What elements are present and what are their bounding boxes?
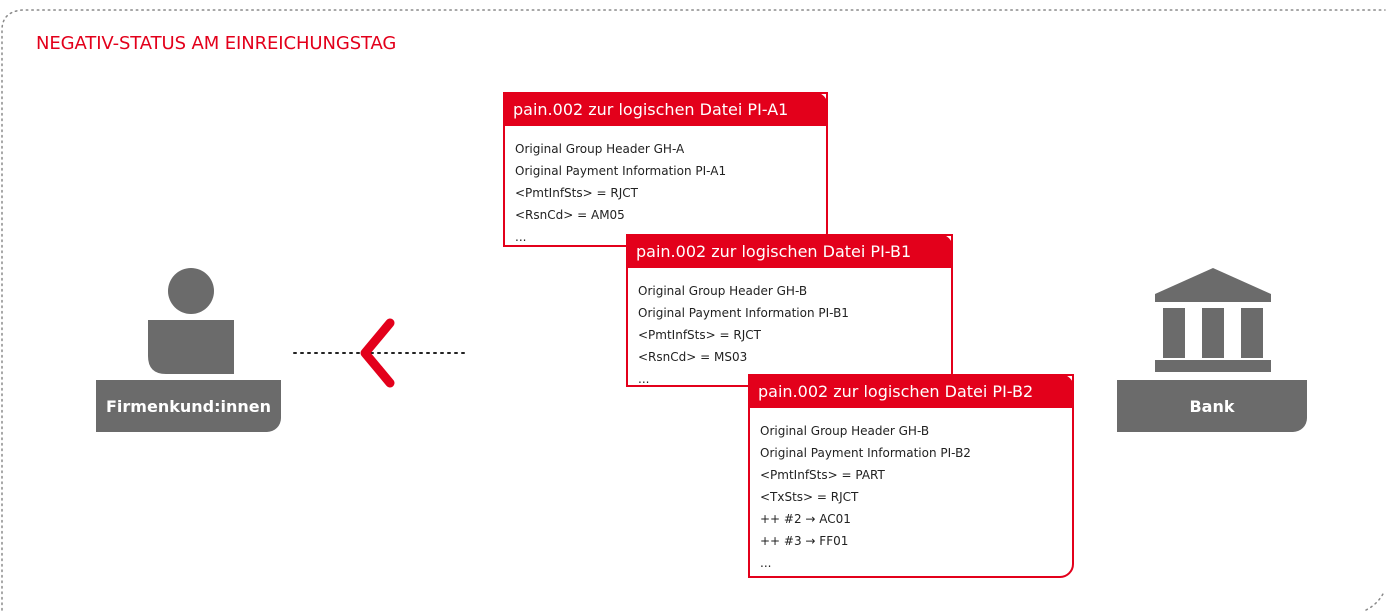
person-icon xyxy=(148,268,234,374)
customer-label: Firmenkund:innen xyxy=(96,380,281,432)
card-line: Original Payment Information PI-B1 xyxy=(638,306,849,320)
bank-label: Bank xyxy=(1117,380,1307,432)
card-lines xyxy=(760,420,971,574)
card-lines xyxy=(515,138,726,248)
card-line: Original Group Header GH-B xyxy=(760,424,930,438)
card-title: pain.002 zur logischen Datei PI-A1 xyxy=(503,92,828,126)
status-card-pi-a1 xyxy=(503,92,828,247)
card-line: <PmtInfSts> = RJCT xyxy=(515,186,638,200)
card-line: <TxSts> = RJCT xyxy=(760,490,859,504)
status-card-pi-b1 xyxy=(626,234,953,387)
direction-arrow xyxy=(290,318,470,388)
card-line: ... xyxy=(638,372,650,386)
status-card-pi-b2 xyxy=(748,374,1074,578)
bank-building-icon xyxy=(1155,268,1271,372)
card-line: ++ #2 → AC01 xyxy=(760,512,851,526)
card-line: ++ #3 → FF01 xyxy=(760,534,849,548)
diagram-title: NEGATIV-STATUS AM EINREICHUNGSTAG xyxy=(36,33,397,54)
card-line: <RsnCd> = AM05 xyxy=(515,208,625,222)
card-title: pain.002 zur logischen Datei PI-B1 xyxy=(626,234,953,268)
card-line: Original Group Header GH-B xyxy=(638,284,808,298)
card-line: <RsnCd> = MS03 xyxy=(638,350,748,364)
card-title: pain.002 zur logischen Datei PI-B2 xyxy=(748,374,1074,408)
card-line: <PmtInfSts> = PART xyxy=(760,468,885,482)
card-line: Original Payment Information PI-B2 xyxy=(760,446,971,460)
card-line: <PmtInfSts> = RJCT xyxy=(638,328,761,342)
card-line: ... xyxy=(760,556,772,570)
card-line: ... xyxy=(515,230,527,244)
card-line: Original Group Header GH-A xyxy=(515,142,685,156)
card-line: Original Payment Information PI-A1 xyxy=(515,164,727,178)
